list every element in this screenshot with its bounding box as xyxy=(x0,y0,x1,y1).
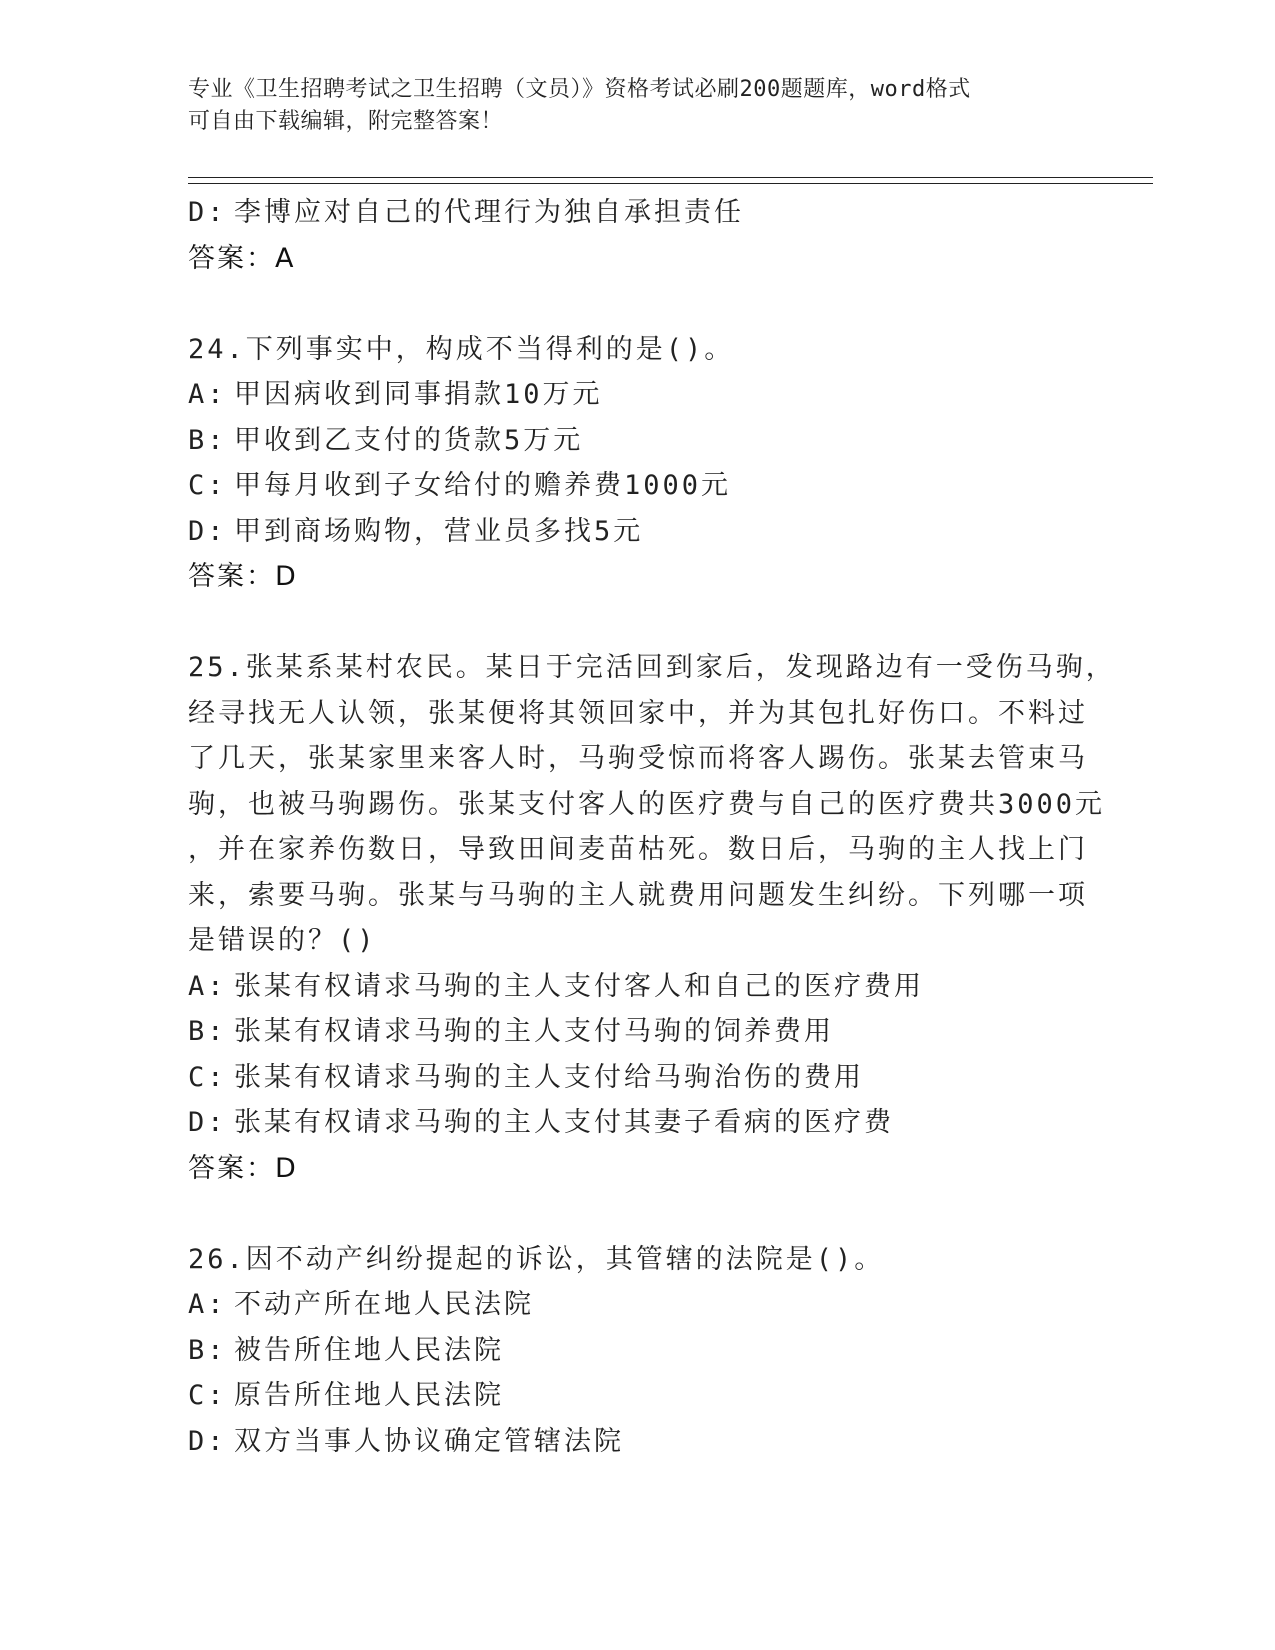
option-letter: C: xyxy=(188,1061,227,1093)
option-text: 双方当事人协议确定管辖法院 xyxy=(234,1425,624,1457)
spacer xyxy=(188,1191,1088,1237)
option-a xyxy=(188,1282,1088,1328)
option-text: 张某有权请求马驹的主人支付其妻子看病的医疗费 xyxy=(234,1107,894,1138)
question-content xyxy=(188,190,1116,1464)
option-c xyxy=(188,1373,1088,1419)
question-stem-line: 25.张某系某村农民。某日于完活回到家后，发现路边有一受伤马驹， xyxy=(188,652,1116,683)
answer: 答案：D xyxy=(188,1152,298,1184)
option-letter: B: xyxy=(188,1016,227,1047)
question-stem: 24.下列事实中，构成不当得利的是()。 xyxy=(188,333,735,365)
option-text: 原告所住地人民法院 xyxy=(234,1380,504,1411)
header-title-line-1: 专业《卫生招聘考试之卫生招聘（文员）》资格考试必刷200题题库，word格式 xyxy=(188,77,971,102)
option-text: 张某有权请求马驹的主人支付客人和自己的医疗费用 xyxy=(234,970,924,1002)
option-d xyxy=(188,509,1088,555)
option-text: 李博应对自己的代理行为独自承担责任 xyxy=(234,197,744,228)
question-25 xyxy=(188,645,1116,1191)
option-letter: D: xyxy=(188,197,227,228)
header-divider-top xyxy=(188,177,1153,178)
question-stem-line: 是错误的？() xyxy=(188,925,377,956)
prev-question-answer: 答案：A xyxy=(188,242,296,274)
question-stem-line: 经寻找无人认领，张某便将其领回家中，并为其包扎好伤口。不料过 xyxy=(188,697,1088,729)
question-stem-line: 了几天，张某家里来客人时，马驹受惊而将客人踢伤。张某去管束马 xyxy=(188,743,1088,774)
option-text: 张某有权请求马驹的主人支付马驹的饲养费用 xyxy=(234,1016,834,1047)
question-26 xyxy=(188,1237,1088,1465)
option-text: 甲因病收到同事捐款10万元 xyxy=(234,379,603,410)
header-title-line-2: 可自由下载编辑，附完整答案！ xyxy=(188,109,504,134)
option-text: 甲到商场购物，营业员多找5元 xyxy=(234,515,644,547)
option-text: 不动产所在地人民法院 xyxy=(234,1289,534,1320)
spacer xyxy=(188,600,1088,646)
option-letter: D: xyxy=(188,515,227,547)
option-b xyxy=(188,418,1088,464)
option-c xyxy=(188,463,1088,509)
option-c xyxy=(188,1055,1088,1101)
option-a xyxy=(188,372,1088,418)
option-letter: B: xyxy=(188,424,227,456)
option-letter: A: xyxy=(188,379,227,410)
prev-question-option-d xyxy=(188,190,1088,236)
document-header xyxy=(188,74,1068,138)
option-text: 被告所住地人民法院 xyxy=(234,1334,504,1366)
option-text: 张某有权请求马驹的主人支付给马驹治伤的费用 xyxy=(234,1061,864,1093)
option-letter: C: xyxy=(188,1380,227,1411)
question-stem xyxy=(188,645,1116,964)
option-b xyxy=(188,1009,1088,1055)
option-text: 甲收到乙支付的货款5万元 xyxy=(234,424,584,456)
option-b xyxy=(188,1328,1088,1374)
spacer xyxy=(188,281,1088,327)
question-24 xyxy=(188,327,1088,600)
question-stem-line: 驹，也被马驹踢伤。张某支付客人的医疗费与自己的医疗费共3000元 xyxy=(188,788,1106,820)
option-letter: D: xyxy=(188,1107,227,1138)
option-text: 甲每月收到子女给付的赡养费1000元 xyxy=(234,470,732,501)
option-d xyxy=(188,1100,1088,1146)
option-letter: A: xyxy=(188,1289,227,1320)
option-a xyxy=(188,964,1088,1010)
option-letter: B: xyxy=(188,1334,227,1366)
option-letter: A: xyxy=(188,970,227,1002)
header-divider-bottom xyxy=(188,183,1153,184)
answer: 答案：D xyxy=(188,561,298,592)
option-d xyxy=(188,1419,1088,1465)
option-letter: D: xyxy=(188,1425,227,1457)
question-stem-line: ，并在家养伤数日，导致田间麦苗枯死。数日后，马驹的主人找上门 xyxy=(188,834,1088,865)
question-stem-line: 来，索要马驹。张某与马驹的主人就费用问题发生纠纷。下列哪一项 xyxy=(188,879,1088,911)
option-letter: C: xyxy=(188,470,227,501)
question-stem: 26.因不动产纠纷提起的诉讼，其管辖的法院是()。 xyxy=(188,1243,885,1275)
